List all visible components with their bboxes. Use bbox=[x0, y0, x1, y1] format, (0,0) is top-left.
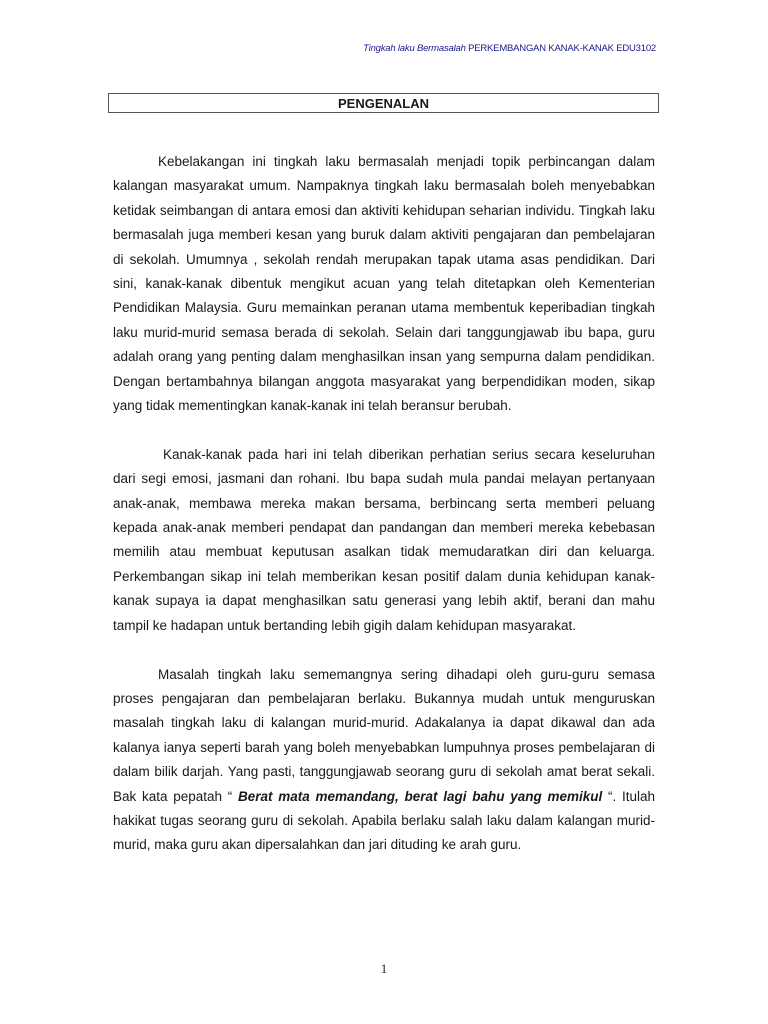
proverb: Berat mata memandang, berat lagi bahu yang memikul bbox=[238, 788, 603, 804]
paragraph-3-text-end: “. Itulah hakikat tugas seorang guru di sekolah. Apabila berlaku salah laku dalam kalangan murid-murid, maka guru akan dipersalahkan dan jari dituding ke arah guru. bbox=[113, 788, 655, 853]
paragraph-2: Kanak-kanak pada hari ini telah diberikan perhatian serius secara keseluruhan dari segi emosi, jasmani dan rohani. Ibu bapa sudah mula pandai melayan pertanyaan anak-anak, membawa mereka makan bersama, berbincang serta memberi peluang kepada anak-anak memberi pendapat dan pandangan dan memberi mereka kebebasan memilih atau membuat keputusan asalkan tidak memudaratkan diri dan keluarga. Perkembangan sikap ini telah memberikan kesan positif dalam dunia kehidupan kanak-kanak supaya ia dapat menghasilkan satu generasi yang lebih aktif, berani dan mahu tampil ke hadapan untuk bertanding lebih gigih dalam kehidupan masyarakat. bbox=[113, 446, 655, 633]
running-header bbox=[363, 43, 656, 54]
page-number: 1 bbox=[380, 961, 388, 976]
running-header-topic: Tingkah laku Bermasalah bbox=[363, 43, 466, 54]
paragraph-3 bbox=[113, 663, 655, 858]
document-body bbox=[113, 150, 655, 858]
paragraph-3-text-start: Masalah tingkah laku sememangnya sering dihadapi oleh guru-guru semasa proses pengajaran dan pembelajaran berlaku. Bukannya mudah untuk menguruskan masalah tingkah laku di kalangan murid-murid. Adakalanya ia dapat dikawal dan ada kalanya ianya seperti barah yang boleh menyebabkan lumpuhnya proses pembelajaran di dalam bilik darjah. Yang pasti, tanggungjawab seorang guru di sekolah amat berat sekali. Bak kata pepatah “ bbox=[113, 666, 655, 804]
section-title-box bbox=[108, 93, 659, 113]
paragraph-1: Kebelakangan ini tingkah laku bermasalah menjadi topik perbincangan dalam kalangan masyarakat umum. Nampaknya tingkah laku bermasalah boleh menyebabkan ketidak seimbangan di antara emosi dan aktiviti kehidupan seharian individu. Tingkah laku bermasalah juga memberi kesan yang buruk dalam aktiviti pengajaran dan pembelajaran di sekolah. Umumnya , sekolah rendah merupakan tapak utama asas pendidikan. Dari sini, kanak-kanak dibentuk mengikut acuan yang telah ditetapkan oleh Kementerian Pendidikan Malaysia. Guru memainkan peranan utama membentuk keperibadian tingkah laku murid-murid semasa berada di sekolah. Selain dari tanggungjawab ibu bapa, guru adalah orang yang penting dalam menghasilkan insan yang sempurna dalam pendidikan. Dengan bertambahnya bilangan anggota masyarakat yang berpendidikan moden, sikap yang tidak mementingkan kanak-kanak ini telah beransur berubah. bbox=[113, 154, 655, 414]
running-header-course: PERKEMBANGAN KANAK-KANAK EDU3102 bbox=[468, 43, 656, 54]
section-title: PENGENALAN bbox=[337, 95, 429, 111]
